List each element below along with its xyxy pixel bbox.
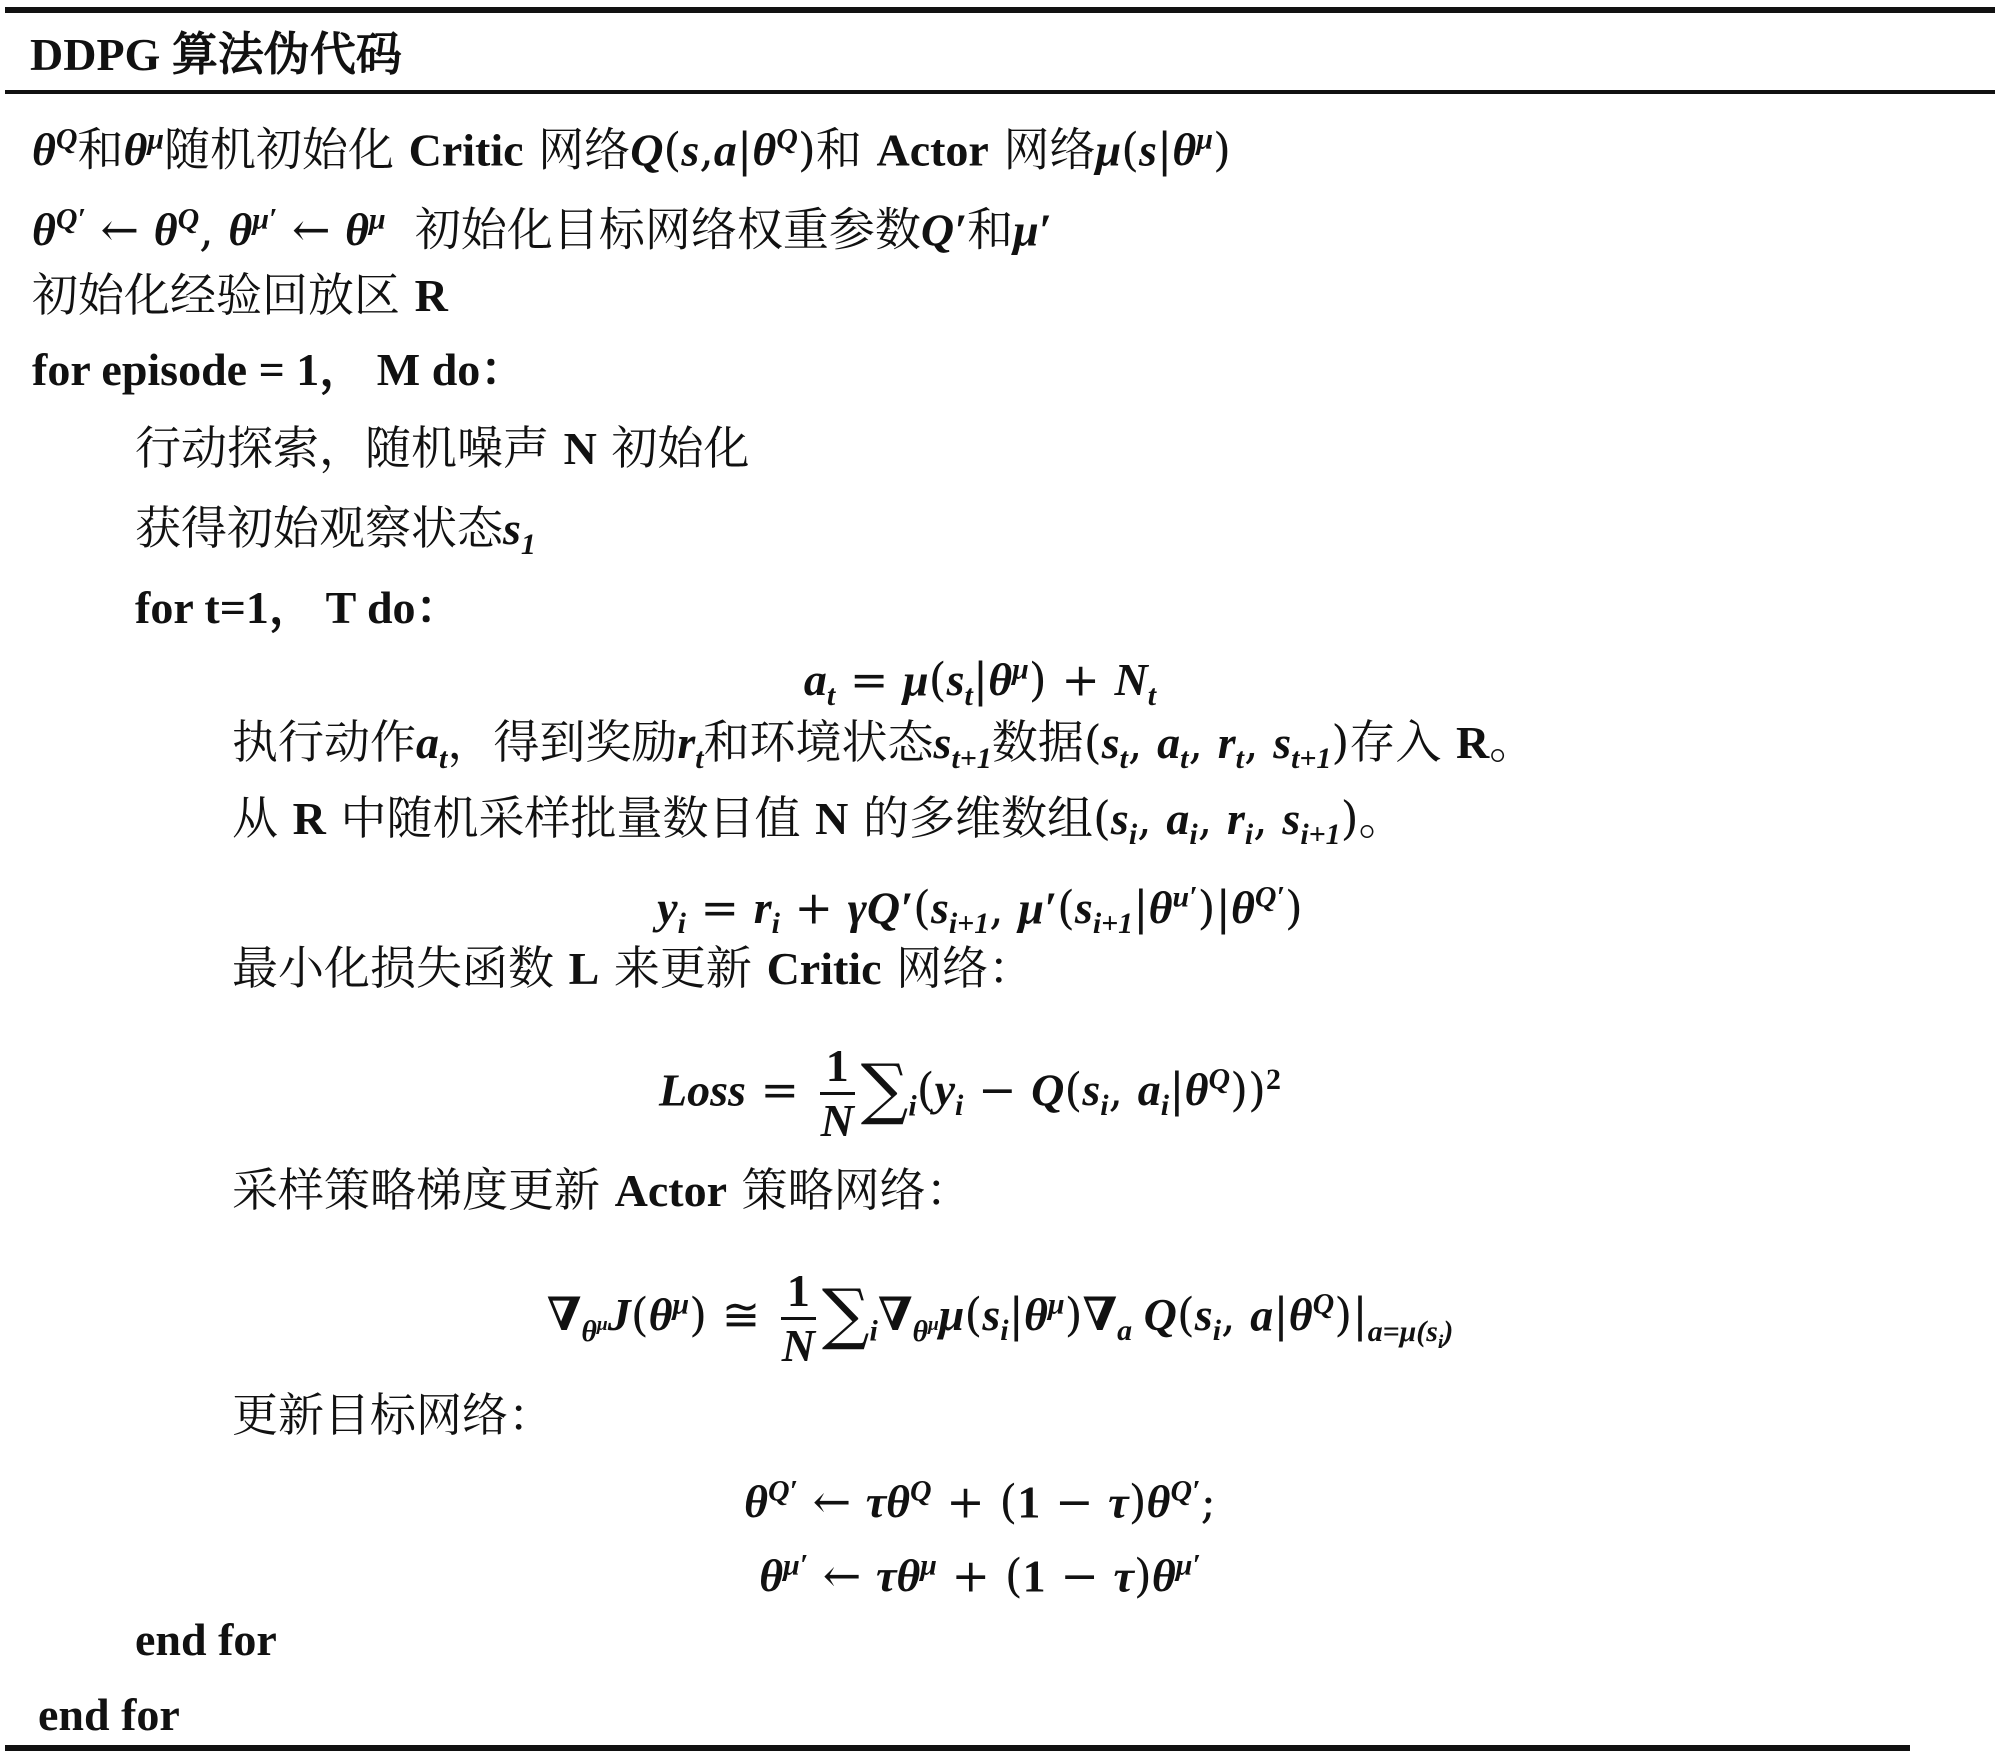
eq-target-y: $y_i = r_i + \gamma Q'(s_{i+1}$, $\mu'(s_{i+1}|\theta^{u'})|\theta^{Q'}$) — [657, 880, 1303, 941]
eq-loss: Loss = $\frac{1}{N}$ $\sum_i(y_i - Q(s_i$, $a_i|\theta^Q))^2$ — [659, 1039, 1281, 1146]
line-update-target: 更新目标网络： — [232, 1388, 554, 1442]
line-end-for-outer: end for — [38, 1689, 180, 1740]
header-rule — [5, 90, 1995, 94]
line-init-networks: $\theta^Q$和$\theta^\mu$随机初始化 Critic 网络$Q(s,a|\theta^Q)$和 Actor 网络$\mu(s|\theta^\mu)$ — [32, 122, 1231, 177]
line-end-for-inner: end for — [135, 1614, 277, 1665]
line-for-t: for t=1， T do： — [135, 582, 462, 633]
algorithm-title: DDPG 算法伪代码 — [30, 29, 402, 80]
top-rule — [5, 7, 1995, 13]
eq-soft-update-mu: $\theta^{\mu'}$ ← $\tau\theta^\mu + (1 - \tau)\theta^{\mu'}$ — [759, 1548, 1201, 1603]
line-noise: 行动探索，随机噪声 N 初始化 — [135, 421, 750, 475]
line-execute: 执行动作$a_t$，得到奖励$r_t$和环境状态$s_{t+1}$数据($s_t$, $a_t$, $r_t$, $s_{t+1}$)存入 R。 — [232, 715, 1536, 776]
bottom-rule — [5, 1745, 1910, 1751]
line-init-replay: 初始化经验回放区 R — [32, 268, 448, 322]
eq-gradient: $\nabla_{\theta^\mu}J(\theta^\mu)$ ≅ $\frac{1}{N}$ $\sum_i\nabla_{\theta^\mu}\mu(s_i|\theta^\mu)\nabla_a$ $Q(s_i$, $a|\theta^Q)|_{a=\mu(s_i)}$ — [546, 1264, 1454, 1371]
line-for-episode: for episode = 1， M do： — [32, 344, 527, 395]
line-initial-state: 获得初始观察状态$s_1$ — [135, 501, 536, 562]
line-sample: 从 R 中随机采样批量数目值 N 的多维数组($s_i$, $a_i$, $r_i$, $s_{i+1}$)。 — [232, 791, 1405, 852]
line-minimize-loss: 最小化损失函数 L 来更新 Critic 网络： — [232, 941, 1035, 995]
eq-soft-update-q: $\theta^{Q'}$ ← $\tau\theta^Q + (1 - \tau)\theta^{Q'}$; — [744, 1474, 1216, 1529]
line-policy-gradient: 采样策略梯度更新 Actor 策略网络： — [232, 1163, 972, 1217]
line-init-target: $\theta^{Q'}$ ← $\theta^Q$, $\theta^{\mu'}$ ← $\theta^\mu$ 初始化目标网络权重参数Q′和μ′ — [32, 202, 1052, 257]
eq-action: $a_t = \mu(s_t|\theta^\mu) + N_t$ — [803, 652, 1157, 713]
